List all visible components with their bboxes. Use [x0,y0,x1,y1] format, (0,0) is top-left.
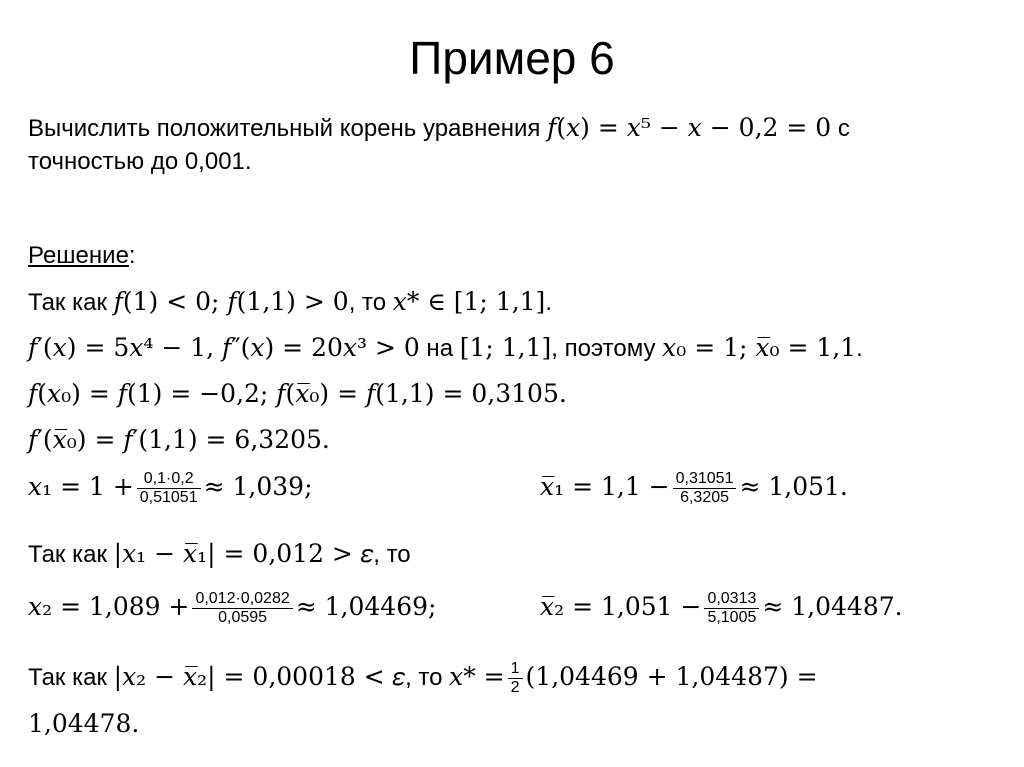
task-equation: 𝑓(𝑥) = 𝑥⁵ − 𝑥 − 0,2 = 0 [547,113,832,142]
step-7-right-numerator: 0,0313 [704,590,759,609]
step-7-left-after: ≈ 1,04469; [295,591,437,621]
step-2-math-2: [1; 1,1] [459,333,552,362]
step-5-left-numerator: 0,1·0,2 [137,470,201,489]
step-3: 𝑓(𝑥₀) = 𝑓(1) = −0,2; 𝑓(𝑥̅₀) = 𝑓(1,1) = 0,3105. [28,379,567,408]
step-5-right-denominator: 6,3205 [680,489,730,506]
step-1-middle: , то [348,289,393,316]
step-2-middle-2: , поэтому [551,335,663,362]
task-text: Вычислить положительный корень уравнения [28,115,548,142]
step-7-right-denominator: 5,1005 [707,609,757,626]
step-1-end: . [545,289,552,316]
step-4: 𝑓′(𝑥̅₀) = 𝑓′(1,1) = 6,3205. [28,425,330,454]
step-2-math-1: 𝑓′(𝑥) = 5𝑥⁴ − 1, 𝑓″(𝑥) = 20𝑥³ > 0 [28,333,420,362]
step-8-math-2-before: 𝑥* = [449,661,505,691]
step-7-left-numerator: 0,012·0,0282 [192,590,292,609]
step-7 [28,590,1008,640]
task-tail: с [831,115,850,142]
step-7-left-fraction [192,590,292,627]
step-5-right [540,470,848,507]
step-5-left-after: ≈ 1,039; [203,471,313,501]
step-8-math-2-after: (1,04469 + 1,04487) = [525,661,818,691]
step-8-numerator: 1 [508,660,523,679]
step-5-right-numerator: 0,31051 [673,470,737,489]
solution-heading-colon: : [128,242,136,269]
step-7-left-denominator: 0,0595 [218,609,268,626]
step-1-math-1: 𝑓(1) < 0; 𝑓(1,1) > 0 [113,287,349,316]
solution-heading-line [28,240,136,272]
step-8-middle: , то [405,663,450,691]
step-8-prefix: Так как [28,663,114,691]
step-7-left-before: 𝑥₂ = 1,089 + [28,591,190,621]
step-1 [28,286,552,319]
task-line-1 [28,112,850,145]
step-6 [28,538,411,571]
step-9: 1,04478. [28,709,140,738]
step-5-right-before: 𝑥̅₁ = 1,1 − [540,471,670,501]
step-2-middle: на [419,335,460,362]
step-6-end: , то [373,541,411,568]
step-5-left-before: 𝑥₁ = 1 + [28,471,134,501]
step-8 [28,660,818,710]
step-7-right [540,590,903,627]
step-5-left-denominator: 0,51051 [139,489,198,506]
step-2-math-3: 𝑥₀ = 1; 𝑥̅₀ = 1,1 [662,333,857,362]
step-5-left-fraction [137,470,201,507]
step-5 [28,470,1008,520]
task-line-2: точностью до 0,001. [28,148,252,175]
slide-title: Пример 6 [409,32,615,84]
step-2-end: . [856,335,863,362]
step-8-math-1: |𝑥₂ − 𝑥̅₂| = 0,00018 < 𝜀 [113,661,406,691]
step-6-math: |𝑥₁ − 𝑥̅₁| = 0,012 > 𝜀 [113,539,374,568]
step-7-right-fraction [704,590,759,627]
step-6-prefix: Так как [28,541,114,568]
step-1-math-2: 𝑥* ∈ [1; 1,1] [392,287,546,316]
step-7-right-after: ≈ 1,04487. [762,591,903,621]
step-7-right-before: 𝑥̅₂ = 1,051 − [540,591,702,621]
step-1-prefix: Так как [28,289,114,316]
step-2 [28,332,863,365]
step-8-denominator: 2 [510,679,520,696]
solution-heading: Решение [28,242,129,269]
step-5-right-after: ≈ 1,051. [739,471,848,501]
step-8-fraction [508,660,523,697]
step-5-right-fraction [673,470,737,507]
